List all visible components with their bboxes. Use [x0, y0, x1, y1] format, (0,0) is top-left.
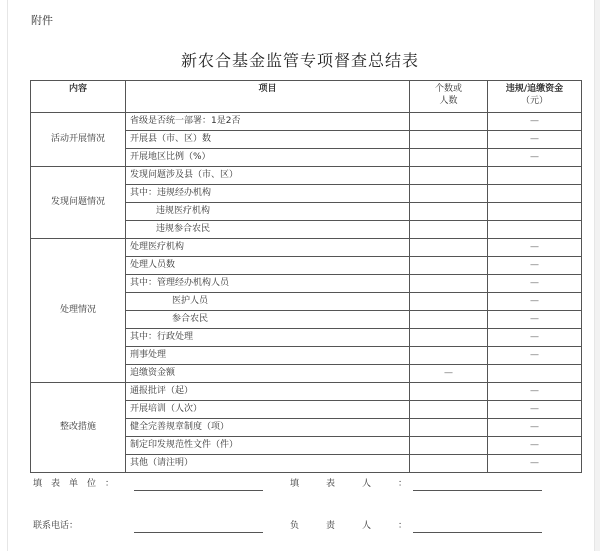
row-item: 发现问题涉及县（市、区）: [126, 167, 410, 185]
count-cell[interactable]: [410, 149, 488, 167]
header-funds: 违规/追缴资金 （元）: [488, 81, 582, 113]
funds-cell[interactable]: [488, 203, 582, 221]
funds-cell[interactable]: —: [488, 275, 582, 293]
funds-cell[interactable]: —: [488, 383, 582, 401]
row-item: 其中：违规经办机构: [126, 185, 410, 203]
funds-cell[interactable]: —: [488, 257, 582, 275]
row-item: 开展地区比例（%）: [126, 149, 410, 167]
group-label: 活动开展情况: [31, 113, 126, 167]
count-cell[interactable]: [410, 401, 488, 419]
funds-cell[interactable]: —: [488, 311, 582, 329]
row-item: 处理人员数: [126, 257, 410, 275]
count-cell[interactable]: [410, 131, 488, 149]
funds-cell[interactable]: —: [488, 131, 582, 149]
phone-label: 联系电话：: [33, 521, 79, 531]
count-cell[interactable]: [410, 419, 488, 437]
row-item: 开展县（市、区）数: [126, 131, 410, 149]
row-item: 违规参合农民: [126, 221, 410, 239]
row-item: 医护人员: [126, 293, 410, 311]
row-item: 其中：管理经办机构人员: [126, 275, 410, 293]
responsible-label: 负 责 人 ：: [290, 521, 408, 531]
row-item: 处理医疗机构: [126, 239, 410, 257]
count-cell[interactable]: [410, 167, 488, 185]
funds-cell[interactable]: [488, 365, 582, 383]
table-row: [31, 383, 582, 401]
page-scroll-gutter: [594, 0, 600, 551]
count-cell[interactable]: [410, 257, 488, 275]
row-item: 刑事处理: [126, 347, 410, 365]
group-label: 整改措施: [31, 383, 126, 473]
summary-table: [30, 80, 582, 473]
table-row: [31, 167, 582, 185]
count-cell[interactable]: [410, 383, 488, 401]
document-title: 新农合基金监管专项督查总结表: [180, 51, 419, 70]
funds-cell[interactable]: —: [488, 455, 582, 473]
row-item: 追缴资金额: [126, 365, 410, 383]
row-item: 健全完善规章制度（项）: [126, 419, 410, 437]
filler-label: 填 表 人 ：: [290, 479, 408, 489]
row-item: 通报批评（起）: [126, 383, 410, 401]
funds-cell[interactable]: —: [488, 293, 582, 311]
header-count: 个数或 人数: [410, 81, 488, 113]
responsible-field[interactable]: [413, 532, 542, 533]
table-header-row: [31, 81, 582, 113]
group-label: 处理情况: [31, 239, 126, 383]
funds-cell[interactable]: —: [488, 419, 582, 437]
count-cell[interactable]: [410, 293, 488, 311]
funds-cell[interactable]: —: [488, 149, 582, 167]
row-item: 其他（请注明）: [126, 455, 410, 473]
group-label: 发现问题情况: [31, 167, 126, 239]
row-item: 制定印发规范性文件（件）: [126, 437, 410, 455]
count-cell[interactable]: [410, 113, 488, 131]
phone-field[interactable]: [134, 532, 263, 533]
count-cell[interactable]: [410, 221, 488, 239]
row-item: 开展培训（人次）: [126, 401, 410, 419]
filler-field[interactable]: [413, 490, 542, 491]
row-item: 其中：行政处理: [126, 329, 410, 347]
count-cell[interactable]: [410, 329, 488, 347]
funds-cell[interactable]: [488, 221, 582, 239]
funds-cell[interactable]: —: [488, 347, 582, 365]
funds-cell[interactable]: [488, 167, 582, 185]
row-item: 参合农民: [126, 311, 410, 329]
count-cell[interactable]: [410, 347, 488, 365]
page-edge-left: [7, 0, 8, 551]
unit-label: 填 表 单 位 ：: [33, 479, 115, 489]
header-content: 内容: [31, 81, 126, 113]
row-item: 省级是否统一部署：1是2否: [126, 113, 410, 131]
header-item: 项目: [126, 81, 410, 113]
funds-cell[interactable]: —: [488, 329, 582, 347]
count-cell[interactable]: [410, 275, 488, 293]
unit-field[interactable]: [134, 490, 263, 491]
table-row: [31, 239, 582, 257]
count-cell[interactable]: [410, 437, 488, 455]
attachment-label: 附件: [31, 14, 53, 27]
funds-cell[interactable]: —: [488, 437, 582, 455]
funds-cell[interactable]: [488, 185, 582, 203]
count-cell[interactable]: [410, 311, 488, 329]
count-cell[interactable]: [410, 455, 488, 473]
row-item: 违规医疗机构: [126, 203, 410, 221]
funds-cell[interactable]: —: [488, 113, 582, 131]
funds-cell[interactable]: —: [488, 401, 582, 419]
count-cell[interactable]: [410, 185, 488, 203]
count-cell[interactable]: [410, 203, 488, 221]
funds-cell[interactable]: —: [488, 239, 582, 257]
count-cell[interactable]: —: [410, 365, 488, 383]
table-row: [31, 113, 582, 131]
count-cell[interactable]: [410, 239, 488, 257]
